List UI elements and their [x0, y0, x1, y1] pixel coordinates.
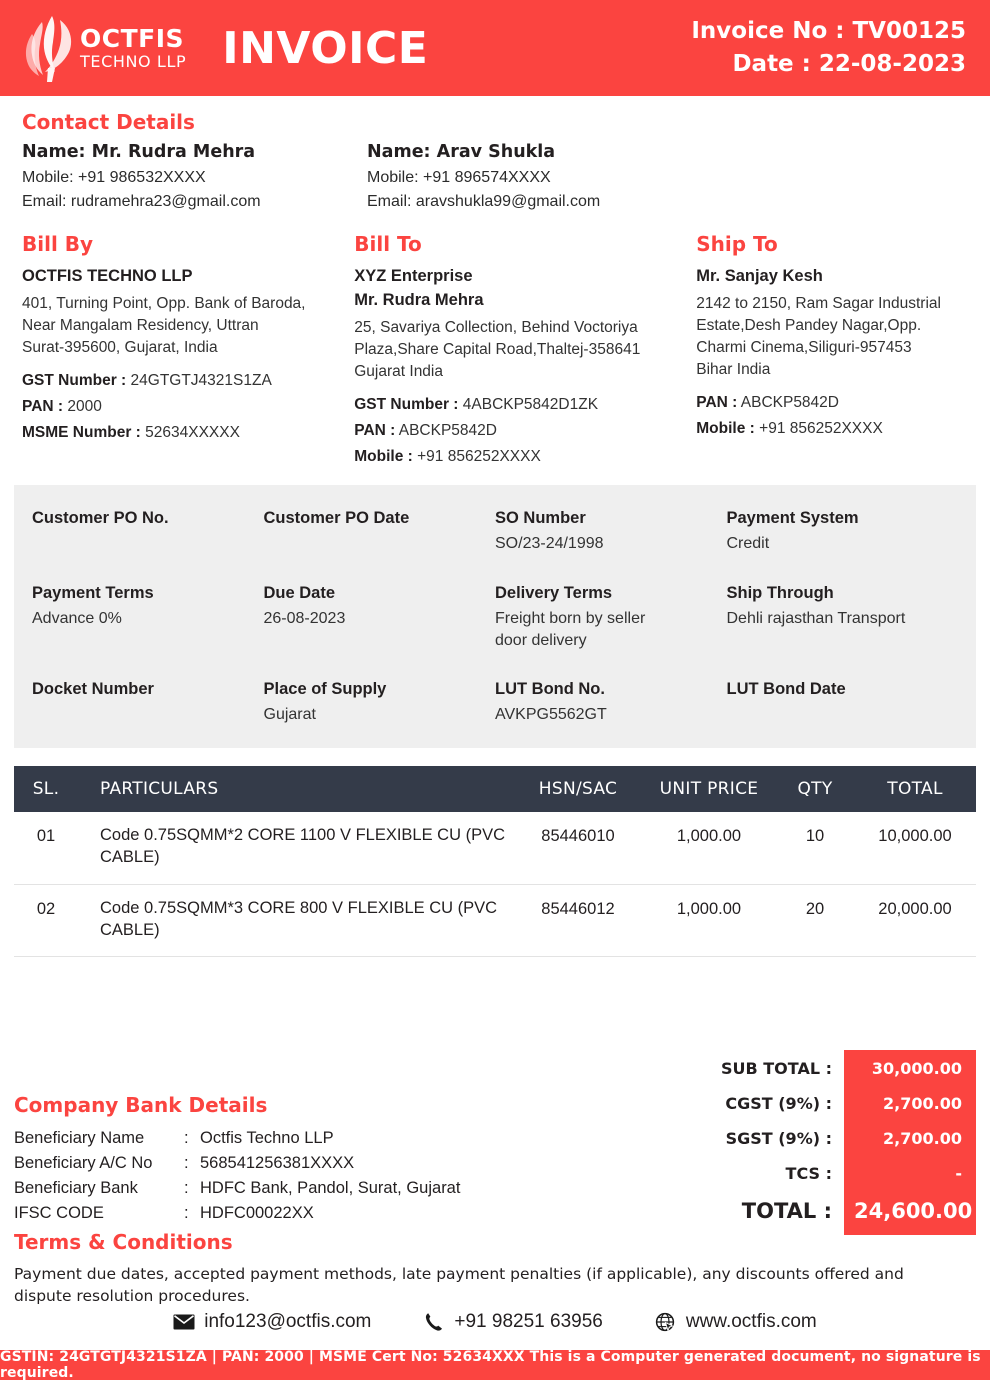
bank-key: Beneficiary Name	[14, 1129, 145, 1147]
footer-email-text: info123@octfis.com	[204, 1311, 372, 1332]
meta-value	[264, 533, 482, 553]
total-label-tcs: TCS :	[785, 1164, 832, 1183]
bank-value: HDFC00022XX	[200, 1204, 314, 1223]
bill-by-pan	[22, 394, 340, 419]
bank-colon: :	[184, 1204, 189, 1223]
contact-mobile: Mobile: +91 896574XXXX	[367, 169, 551, 186]
meta-value	[32, 533, 250, 553]
bank-details-heading: Company Bank Details	[14, 1093, 268, 1117]
total-value-tcs: -	[955, 1164, 962, 1183]
total-value-sub-total: 30,000.00	[871, 1059, 962, 1078]
ship-to-pan-value: ABCKP5842D	[740, 393, 839, 411]
footer-contact-bar	[0, 1311, 990, 1333]
totals-labels	[721, 1050, 844, 1222]
ship-to-address-line: Estate,Desh Pandey Nagar,Opp.	[696, 316, 922, 334]
ship-to-heading: Ship To	[696, 232, 778, 256]
total-label-sgst: SGST (9%) :	[725, 1129, 832, 1148]
cell-sl: 02	[14, 884, 78, 957]
cell-particulars: Code 0.75SQMM*3 CORE 800 V FLEXIBLE CU (PVC CABLE)	[78, 884, 514, 957]
invoice-meta	[691, 15, 966, 82]
meta-cell-payment-terms	[32, 582, 264, 652]
meta-label: Payment Terms	[32, 583, 154, 602]
terms-section	[14, 1230, 964, 1308]
cell-hsn: 85446012	[514, 884, 642, 957]
totals-values	[844, 1050, 976, 1235]
line-items-section	[14, 766, 976, 957]
bill-to-pan	[354, 418, 682, 443]
column-header-total: TOTAL	[854, 766, 976, 812]
meta-row	[32, 582, 958, 652]
footer-email[interactable]	[173, 1311, 371, 1333]
bill-by-address-line: 401, Turning Point, Opp. Bank of Baroda,	[22, 294, 306, 312]
bank-key: Beneficiary Bank	[14, 1179, 138, 1198]
meta-label: Ship Through	[726, 583, 834, 602]
cell-qty: 10	[776, 812, 854, 884]
bill-by-address-line: Near Mangalam Residency, Uttran	[22, 316, 259, 334]
meta-label: Customer PO Date	[263, 509, 410, 528]
bill-to-heading: Bill To	[354, 232, 422, 256]
ship-to-pan	[696, 390, 954, 415]
invoice-header	[0, 0, 990, 96]
bill-by-msme-label: MSME Number :	[22, 424, 141, 442]
contact-details-heading: Contact Details	[22, 110, 195, 134]
meta-label: LUT Bond No.	[495, 679, 605, 698]
total-value-cgst: 2,700.00	[883, 1094, 962, 1113]
bank-row-bank-name	[14, 1176, 574, 1201]
totals-block	[721, 1050, 976, 1235]
bank-key: IFSC CODE	[14, 1204, 104, 1223]
footer-legal-strip	[0, 1350, 990, 1380]
meta-row	[32, 678, 958, 726]
ship-to-address-line: Charmi Cinema,Siliguri-957453	[696, 338, 912, 356]
total-label-cgst: CGST (9%) :	[725, 1094, 832, 1113]
bill-to-mobile-label: Mobile :	[354, 448, 413, 466]
meta-value: Advance 0%	[32, 609, 122, 627]
cell-particulars: Code 0.75SQMM*2 CORE 1100 V FLEXIBLE CU (PVC CABLE)	[78, 812, 514, 884]
column-header-particulars: PARTICULARS	[78, 766, 514, 812]
contact-email: Email: rudramehra23@gmail.com	[22, 193, 261, 210]
table-row	[14, 884, 976, 957]
invoice-number: Invoice No : TV00125	[691, 17, 966, 44]
meta-cell-so-number	[495, 507, 727, 555]
meta-row	[32, 507, 958, 555]
bill-to-gst-label: GST Number :	[354, 395, 459, 413]
bill-by-gst	[22, 368, 340, 393]
phone-icon	[423, 1311, 445, 1333]
ship-to-block	[696, 232, 968, 469]
order-meta-panel	[14, 485, 976, 748]
total-value-sgst: 2,700.00	[883, 1129, 962, 1148]
terms-heading: Terms & Conditions	[14, 1230, 233, 1254]
brand-block	[22, 12, 186, 84]
contact-person-1	[22, 142, 367, 214]
bank-row-ifsc	[14, 1201, 574, 1226]
ship-to-address-line: 2142 to 2150, Ram Sagar Industrial	[696, 294, 941, 312]
bill-to-gst	[354, 392, 682, 417]
logo-subtitle: TECHNO LLP	[80, 52, 187, 71]
bill-by-gst-value: 24GTGTJ4321S1ZA	[130, 371, 272, 389]
contact-person-2	[367, 142, 712, 214]
bill-by-block	[22, 232, 354, 469]
feather-bird-logo-icon	[22, 12, 84, 84]
cell-total: 10,000.00	[854, 812, 976, 884]
meta-label: Delivery Terms	[495, 583, 613, 602]
bank-value: 568541256381XXXX	[200, 1154, 355, 1173]
bill-by-msme	[22, 420, 340, 445]
meta-cell-due-date	[264, 582, 496, 652]
total-value-grand: 24,600.00	[854, 1199, 973, 1223]
logo-wordmark	[80, 26, 186, 70]
meta-value	[32, 704, 250, 724]
contact-name: Name: Arav Shukla	[367, 142, 556, 162]
cell-hsn: 85446010	[514, 812, 642, 884]
bill-to-block	[354, 232, 696, 469]
table-header	[14, 766, 976, 812]
bank-key: Beneficiary A/C No	[14, 1154, 153, 1173]
bank-colon: :	[184, 1179, 189, 1198]
total-label-grand: TOTAL :	[741, 1199, 832, 1223]
footer-phone-text: +91 98251 63956	[454, 1311, 603, 1332]
table-row	[14, 812, 976, 884]
ship-to-mobile	[696, 416, 954, 441]
bill-to-gst-value: 4ABCKP5842D1ZK	[462, 395, 599, 413]
contact-details-section	[0, 96, 990, 214]
envelope-icon	[173, 1311, 195, 1333]
column-header-hsn: HSN/SAC	[514, 766, 642, 812]
bank-value: Octfis Techno LLP	[200, 1129, 334, 1147]
footer-legal-text: GSTIN: 24GTGTJ4321S1ZA | PAN: 2000 | MSME Cert No: 52634XXX This is a Computer generated document, no signature is required.	[0, 1349, 981, 1381]
ship-to-person: Mr. Sanjay Kesh	[696, 267, 823, 285]
meta-value	[727, 704, 945, 724]
column-header-sl: SL.	[14, 766, 78, 812]
footer-website[interactable]	[655, 1311, 817, 1333]
meta-cell-lut-bond-no	[495, 678, 727, 726]
meta-label: Customer PO No.	[32, 509, 169, 528]
cell-qty: 20	[776, 884, 854, 957]
cell-sl: 01	[14, 812, 78, 884]
contact-email: Email: aravshukla99@gmail.com	[367, 193, 601, 210]
cell-unit-price: 1,000.00	[642, 884, 776, 957]
bank-details-section	[14, 1093, 574, 1226]
bill-by-pan-label: PAN :	[22, 398, 64, 416]
footer-phone[interactable]	[423, 1311, 602, 1333]
ship-to-mobile-label: Mobile :	[696, 420, 755, 438]
bill-to-address-line: Gujarat India	[354, 362, 443, 380]
meta-value: Dehli rajasthan Transport	[726, 609, 906, 627]
meta-cell-payment-system	[727, 507, 959, 555]
bank-value: HDFC Bank, Pandol, Surat, Gujarat	[200, 1179, 461, 1198]
bill-to-company: XYZ Enterprise	[354, 267, 473, 285]
parties-section	[0, 214, 990, 469]
meta-label: Docket Number	[32, 679, 154, 698]
meta-value: Freight born by seller door delivery	[495, 609, 646, 649]
globe-cursor-icon	[655, 1311, 677, 1333]
bill-by-pan-value: 2000	[67, 398, 102, 416]
contact-name: Name: Mr. Rudra Mehra	[22, 142, 256, 162]
page-title: INVOICE	[222, 22, 429, 74]
bill-by-company: OCTFIS TECHNO LLP	[22, 267, 193, 285]
bill-by-gst-label: GST Number :	[22, 371, 127, 389]
meta-value: AVKPG5562GT	[495, 706, 607, 724]
meta-cell-ship-through	[727, 582, 959, 652]
bill-to-pan-label: PAN :	[354, 421, 396, 439]
footer-website-text: www.octfis.com	[685, 1311, 817, 1332]
contact-mobile: Mobile: +91 986532XXXX	[22, 169, 206, 186]
column-header-qty: QTY	[776, 766, 854, 812]
bill-to-mobile	[354, 444, 682, 469]
terms-body: Payment due dates, accepted payment methods, late payment penalties (if applicable), any discounts offered and dispute resolution procedures.	[14, 1265, 904, 1306]
meta-value: Credit	[726, 535, 770, 553]
bill-to-address-line: 25, Savariya Collection, Behind Voctoriya	[354, 318, 638, 336]
cell-total: 20,000.00	[854, 884, 976, 957]
meta-cell-docket-number	[32, 678, 264, 726]
meta-cell-customer-po-no	[32, 507, 264, 555]
logo-name: OCTFIS	[80, 24, 185, 53]
bill-by-heading: Bill By	[22, 232, 94, 256]
meta-label: Place of Supply	[263, 679, 387, 698]
bank-colon: :	[184, 1154, 189, 1173]
ship-to-address-line: Bihar India	[696, 360, 771, 378]
bill-by-msme-value: 52634XXXXX	[145, 424, 240, 442]
bill-to-address-line: Plaza,Share Capital Road,Thaltej-358641	[354, 340, 641, 358]
cell-unit-price: 1,000.00	[642, 812, 776, 884]
meta-cell-place-of-supply	[264, 678, 496, 726]
meta-cell-customer-po-date	[264, 507, 496, 555]
table-header-row	[14, 766, 976, 812]
invoice-date: Date : 22-08-2023	[732, 51, 966, 77]
meta-label: LUT Bond Date	[726, 679, 846, 698]
total-label-sub-total: SUB TOTAL :	[720, 1059, 832, 1078]
meta-value: 26-08-2023	[263, 609, 346, 627]
meta-label: Due Date	[263, 583, 336, 602]
meta-cell-delivery-terms	[495, 582, 727, 652]
bill-to-mobile-value: +91 856252XXXX	[417, 448, 541, 466]
meta-value: Gujarat	[263, 706, 316, 724]
meta-label: Payment System	[726, 509, 859, 528]
meta-label: SO Number	[495, 509, 586, 528]
bank-colon: :	[184, 1129, 189, 1147]
line-items-table	[14, 766, 976, 957]
bill-to-person: Mr. Rudra Mehra	[354, 290, 484, 309]
bill-by-address-line: Surat-395600, Gujarat, India	[22, 338, 218, 356]
table-body	[14, 812, 976, 957]
ship-to-pan-label: PAN :	[696, 393, 738, 411]
bank-row-beneficiary-name	[14, 1126, 574, 1151]
meta-value: SO/23-24/1998	[495, 535, 604, 553]
bank-row-account-number	[14, 1151, 574, 1176]
ship-to-mobile-value: +91 856252XXXX	[759, 420, 883, 438]
meta-cell-lut-bond-date	[727, 678, 959, 726]
bill-to-pan-value: ABCKP5842D	[398, 421, 497, 439]
column-header-unit-price: UNIT PRICE	[642, 766, 776, 812]
